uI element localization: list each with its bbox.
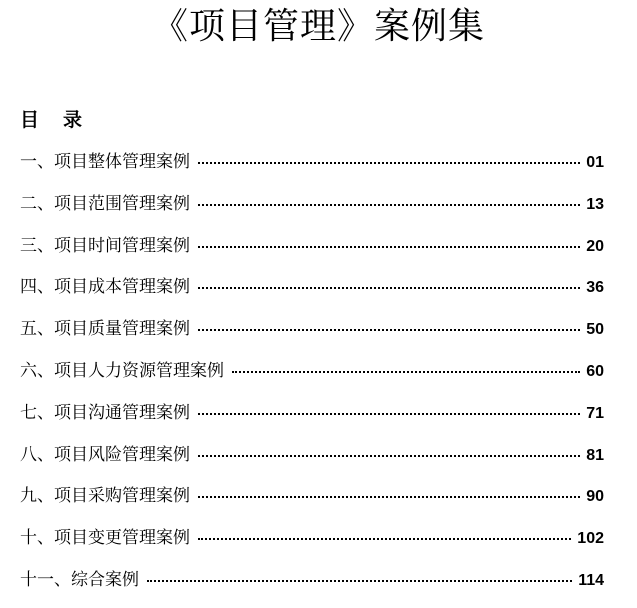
toc-entry-page: 102	[577, 530, 604, 548]
toc-entry	[20, 273, 604, 315]
toc-entry-page: 81	[586, 446, 604, 464]
toc-entry-page: 20	[586, 237, 604, 255]
toc-entry-page: 36	[586, 279, 604, 297]
toc-entry	[20, 148, 604, 190]
toc-leader-dots	[198, 204, 580, 206]
toc-entry-label: 二、项目范围管理案例	[20, 193, 190, 214]
toc-entry	[20, 315, 604, 357]
toc-entry-label: 十、项目变更管理案例	[20, 528, 190, 549]
toc-entry-page: 90	[586, 488, 604, 506]
toc-entry	[20, 482, 604, 524]
toc-entry-page: 60	[586, 362, 604, 380]
toc-leader-dots	[147, 580, 572, 582]
toc-entry-label: 三、项目时间管理案例	[20, 235, 190, 256]
toc-entry-label: 十一、综合案例	[20, 569, 139, 590]
toc-leader-dots	[198, 287, 580, 289]
toc-entry-label: 八、项目风险管理案例	[20, 444, 190, 465]
toc-entry	[20, 566, 604, 608]
toc-entry-label: 五、项目质量管理案例	[20, 319, 190, 340]
toc-entry	[20, 399, 604, 441]
toc-entry-label: 六、项目人力资源管理案例	[20, 360, 224, 381]
toc-leader-dots	[198, 455, 580, 457]
toc-entry-label: 七、项目沟通管理案例	[20, 402, 190, 423]
toc-leader-dots	[198, 162, 580, 164]
toc-heading-char-1: 目	[20, 109, 40, 131]
toc-entry-page: 13	[586, 195, 604, 213]
toc-leader-dots	[198, 246, 580, 248]
toc-entry	[20, 524, 604, 566]
document-title: 《项目管理》案例集	[151, 6, 485, 47]
toc-leader-dots	[198, 329, 580, 331]
toc-entry-page: 114	[578, 571, 604, 589]
toc-entry	[20, 357, 604, 399]
toc-leader-dots	[232, 371, 580, 373]
toc-entry-label: 九、项目采购管理案例	[20, 486, 190, 507]
table-of-contents	[20, 148, 604, 608]
toc-entry-page: 50	[586, 321, 604, 339]
toc-entry	[20, 232, 604, 274]
toc-entry-page: 01	[586, 154, 604, 171]
toc-heading	[20, 108, 82, 132]
toc-leader-dots	[198, 496, 580, 498]
toc-leader-dots	[198, 538, 571, 540]
toc-entry	[20, 441, 604, 483]
toc-entry-page: 71	[586, 404, 604, 422]
toc-entry-label: 一、项目整体管理案例	[20, 152, 190, 172]
toc-heading-char-2: 录	[63, 109, 83, 131]
toc-entry	[20, 190, 604, 232]
toc-leader-dots	[198, 413, 580, 415]
toc-entry-label: 四、项目成本管理案例	[20, 277, 190, 298]
